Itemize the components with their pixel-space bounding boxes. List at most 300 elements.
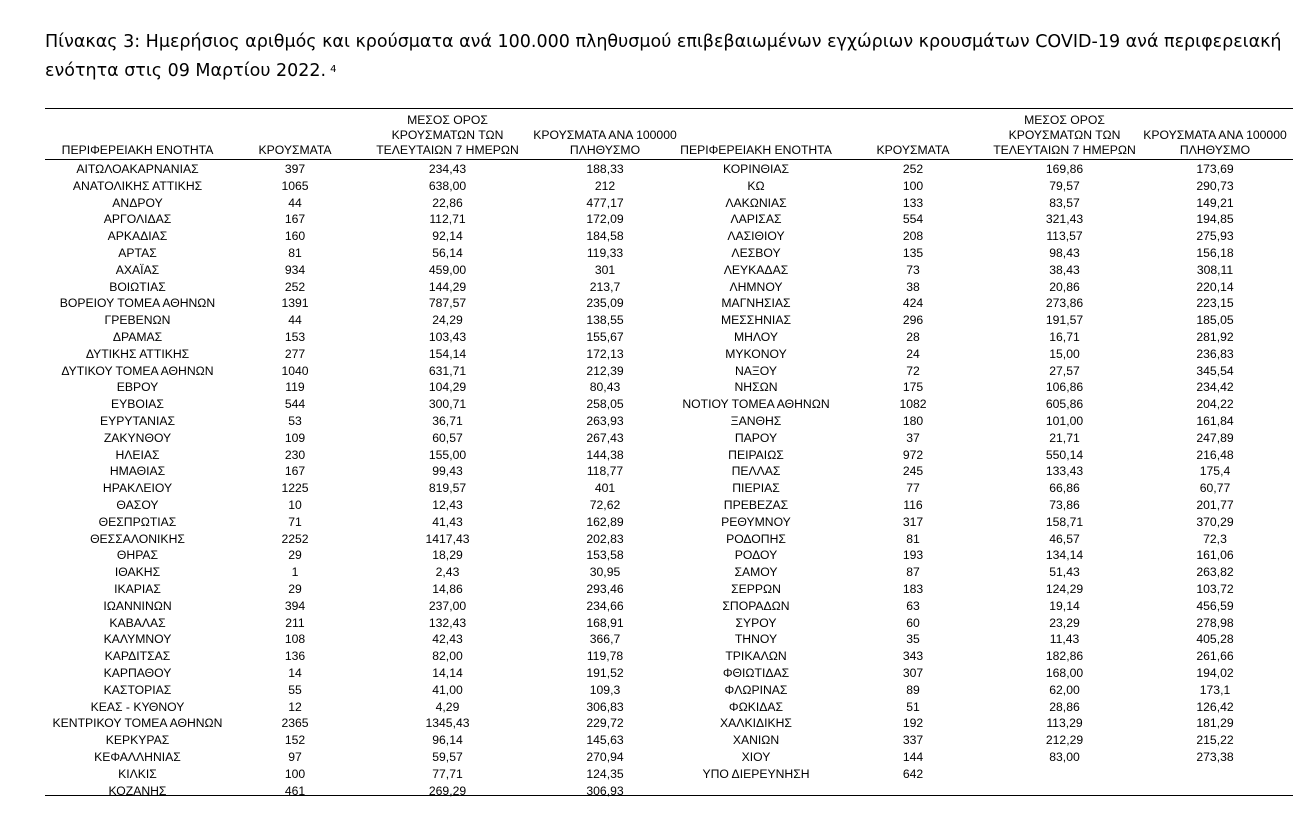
cell-cases: 296 <box>902 313 924 328</box>
cell-per100k: 401 <box>594 481 616 496</box>
cell-avg7: 104,29 <box>428 380 467 395</box>
cell-avg7: 132,43 <box>428 615 467 630</box>
cell-per100k: 213,7 <box>589 279 621 294</box>
cell-avg7: 56,14 <box>432 246 463 260</box>
cell-avg7: 459,00 <box>428 262 467 277</box>
cell-per100k: 236,83 <box>1196 346 1234 361</box>
cell-cases: 167 <box>284 464 306 479</box>
cell-region: ΧΑΝΙΩΝ <box>732 733 780 748</box>
cell-cases: 1225 <box>281 481 309 496</box>
cell-region: ΧΑΛΚΙΔΙΚΗΣ <box>720 716 792 731</box>
cell-per100k: 204,22 <box>1196 397 1234 412</box>
cell-avg7: 155,00 <box>428 447 467 462</box>
cell-per100k: 405,28 <box>1196 632 1234 647</box>
cell-avg7: 23,29 <box>1049 615 1080 630</box>
table-row-right <box>45 245 1293 262</box>
cell-region: ΡΟΔΟΥ <box>734 548 778 563</box>
cell-region: ΕΥΡΥΤΑΝΙΑΣ <box>99 414 176 428</box>
cell-avg7: 59,57 <box>432 750 463 764</box>
table-row-right <box>45 699 1293 716</box>
cell-avg7: 77,71 <box>432 766 463 781</box>
cell-cases: 317 <box>902 514 924 529</box>
cell-per100k: 119,33 <box>586 246 624 260</box>
cell-per100k: 161,06 <box>1196 548 1234 563</box>
cell-cases: 28 <box>906 330 920 344</box>
cell-avg7: 154,14 <box>428 346 467 361</box>
cell-avg7: 28,86 <box>1049 699 1080 714</box>
cell-avg7: 234,43 <box>428 162 467 176</box>
cell-per100k: 145,63 <box>586 733 624 748</box>
cell-per100k: 267,43 <box>586 430 624 445</box>
cell-region: ΚΕΝΤΡΙΚΟΥ ΤΟΜΕΑ ΑΘΗΝΩΝ <box>52 716 223 731</box>
cell-cases: 192 <box>902 716 924 731</box>
table-caption <box>45 28 1295 86</box>
table-row-right <box>45 497 1293 514</box>
cell-cases: 167 <box>284 212 306 227</box>
cell-region: ΣΕΡΡΩΝ <box>731 582 781 596</box>
cell-per100k: 184,58 <box>586 229 624 244</box>
cell-per100k: 185,05 <box>1196 313 1234 328</box>
cell-avg7: 144,29 <box>428 279 467 294</box>
cell-avg7: 42,43 <box>432 632 463 647</box>
cell-per100k: 301 <box>594 262 616 277</box>
table-row-right <box>45 363 1293 380</box>
cell-region: ΓΡΕΒΕΝΩΝ <box>104 313 171 328</box>
cell-cases: 51 <box>906 699 920 714</box>
cell-per100k: 119,78 <box>586 649 624 664</box>
cell-region: ΣΑΜΟΥ <box>734 565 778 580</box>
cell-per100k: 191,52 <box>586 666 624 680</box>
cell-region: ΚΙΛΚΙΣ <box>118 766 157 781</box>
header-avg7-right: ΜΕΣΟΣ ΟΡΟΣ ΚΡΟΥΣΜΑΤΩΝ ΤΩΝ ΤΕΛΕΥΤΑΙΩΝ 7 ΗΜΕΡΩΝ <box>993 113 1136 157</box>
cell-per100k: 263,82 <box>1196 565 1234 580</box>
cell-per100k: 220,14 <box>1196 279 1234 294</box>
cell-cases: 175 <box>902 380 924 395</box>
cell-avg7: 169,86 <box>1045 162 1084 176</box>
cell-region: ΑΝΑΤΟΛΙΚΗΣ ΑΤΤΙΚΗΣ <box>72 178 203 193</box>
cell-region: ΙΚΑΡΙΑΣ <box>114 582 161 596</box>
cell-per100k: 72,3 <box>1203 531 1227 546</box>
cell-per100k: 156,18 <box>1196 246 1234 260</box>
cell-cases: 10 <box>288 498 302 512</box>
cell-cases: 544 <box>284 397 306 412</box>
cell-avg7: 83,57 <box>1049 195 1080 210</box>
cell-region: ΙΘΑΚΗΣ <box>114 565 161 580</box>
cell-region: ΦΩΚΙΔΑΣ <box>728 699 784 714</box>
cell-per100k: 234,66 <box>586 598 624 613</box>
cell-per100k: 366,7 <box>589 632 621 647</box>
cell-per100k: 172,09 <box>586 212 624 227</box>
cell-per100k: 72,62 <box>589 498 621 512</box>
cell-cases: 972 <box>902 447 924 462</box>
cell-region: ΚΕΦΑΛΛΗΝΙΑΣ <box>94 750 181 764</box>
cell-cases: 100 <box>284 766 306 781</box>
caption-line-1: Πίνακας 3: Ημερήσιος αριθμός και κρούσματα ανά 100.000 πληθυσμού επιβεβαιωμένων εγχώριων κρουσμάτων COVID-19 ανά περιφερειακή <box>45 32 1282 52</box>
cell-avg7: 631,71 <box>428 363 467 378</box>
cell-region: ΥΠΟ ΔΙΕΡΕΥΝΗΣΗ <box>702 766 810 781</box>
cell-cases: 44 <box>288 313 302 328</box>
cell-region: ΛΑΡΙΣΑΣ <box>730 212 782 227</box>
table-row-right <box>45 631 1293 648</box>
cell-region: ΠΕΙΡΑΙΩΣ <box>728 447 784 462</box>
cell-per100k: 168,91 <box>586 615 624 630</box>
cell-per100k: 188,33 <box>586 162 624 176</box>
cell-cases: 1 <box>291 565 299 580</box>
cell-cases: 108 <box>284 632 306 647</box>
cell-region: ΛΑΚΩΝΙΑΣ <box>725 195 787 210</box>
cell-avg7: 41,43 <box>432 514 463 529</box>
cell-avg7: 106,86 <box>1045 380 1084 395</box>
cell-avg7: 112,71 <box>429 212 466 227</box>
cell-region: ΜΗΛΟΥ <box>733 330 779 344</box>
cell-avg7: 212,29 <box>1045 733 1084 748</box>
cell-avg7: 2,43 <box>435 565 460 580</box>
cell-region: ΑΙΤΩΛΟΑΚΑΡΝΑΝΙΑΣ <box>76 162 199 176</box>
cell-region: ΕΒΡΟΥ <box>116 380 159 395</box>
cell-region: ΚΑΡΠΑΘΟΥ <box>103 666 172 680</box>
cell-avg7: 273,86 <box>1045 296 1084 311</box>
cell-region: ΦΘΙΩΤΙΔΑΣ <box>722 666 790 680</box>
cell-cases: 87 <box>906 565 920 580</box>
cell-region: ΚΩ <box>747 178 765 193</box>
table-row-right <box>45 547 1293 564</box>
table-row-right <box>45 228 1293 245</box>
cell-cases: 116 <box>903 498 923 512</box>
table-row-right <box>45 463 1293 480</box>
cell-region: ΧΙΟΥ <box>741 750 771 764</box>
cell-region: ΚΑΡΔΙΤΣΑΣ <box>104 649 171 664</box>
cell-per100k: 103,72 <box>1196 582 1234 596</box>
cell-avg7: 12,43 <box>432 498 463 512</box>
table-row-right <box>45 480 1293 497</box>
cell-cases: 81 <box>288 246 302 260</box>
table-row-right <box>45 648 1293 665</box>
cell-cases: 100 <box>902 178 924 193</box>
table-row-right <box>45 329 1293 346</box>
cell-region: ΛΑΣΙΘΙΟΥ <box>727 229 785 244</box>
cell-cases: 29 <box>288 582 302 596</box>
cell-cases: 73 <box>906 262 920 277</box>
cell-per100k: 118,77 <box>586 464 624 479</box>
cell-cases: 252 <box>284 279 306 294</box>
cell-avg7: 1345,43 <box>425 716 470 731</box>
cell-avg7: 300,71 <box>428 397 467 412</box>
cell-avg7: 113,29 <box>1046 716 1083 731</box>
cell-cases: 63 <box>906 598 920 613</box>
cell-avg7: 16,71 <box>1049 330 1080 344</box>
cell-per100k: 306,83 <box>586 699 624 714</box>
cell-avg7: 113,57 <box>1046 229 1083 244</box>
cell-region: ΞΑΝΘΗΣ <box>730 414 782 428</box>
cell-avg7: 168,00 <box>1045 666 1084 680</box>
cell-cases: 38 <box>906 279 920 294</box>
table-row-right <box>45 279 1293 296</box>
table-row-right <box>45 749 1293 766</box>
cell-per100k: 172,13 <box>586 346 624 361</box>
table-row-right <box>45 195 1293 212</box>
cell-region: ΘΕΣΣΑΛΟΝΙΚΗΣ <box>90 531 185 546</box>
cell-avg7: 19,14 <box>1049 598 1080 613</box>
cell-cases: 208 <box>902 229 924 244</box>
table-row-right <box>45 665 1293 682</box>
cell-cases: 277 <box>284 346 306 361</box>
cell-region: ΔΡΑΜΑΣ <box>112 330 163 344</box>
cell-per100k: 153,58 <box>586 548 624 563</box>
cell-region: ΑΝΔΡΟΥ <box>112 195 163 210</box>
cell-cases: 60 <box>906 615 920 630</box>
header-per100k-right: ΚΡΟΥΣΜΑΤΑ ΑΝΑ 100000 ΠΛΗΘΥΣΜΟ <box>1143 128 1287 157</box>
table-row-right <box>45 581 1293 598</box>
table-row-right <box>45 262 1293 279</box>
cell-per100k: 30,95 <box>589 565 621 580</box>
cell-cases: 35 <box>906 632 920 647</box>
cell-region: ΠΙΕΡΙΑΣ <box>732 481 780 496</box>
cell-per100k: 306,93 <box>586 783 624 798</box>
cell-cases: 29 <box>288 548 302 563</box>
cell-per100k: 173,1 <box>1199 682 1231 697</box>
cell-avg7: 321,43 <box>1045 212 1084 227</box>
table-row-right <box>45 531 1293 548</box>
table-row-right <box>45 598 1293 615</box>
cell-region: ΝΑΞΟΥ <box>734 363 778 378</box>
cell-per100k: 194,02 <box>1196 666 1234 680</box>
cell-per100k: 109,3 <box>589 682 621 697</box>
cell-region: ΡΕΘΥΜΝΟΥ <box>721 514 791 529</box>
table-row-right <box>45 514 1293 531</box>
table-row-right <box>45 346 1293 363</box>
cell-avg7: 605,86 <box>1045 397 1084 412</box>
cell-avg7: 101,00 <box>1045 414 1084 428</box>
cell-region: ΖΑΚΥΝΘΟΥ <box>103 430 172 445</box>
table-row-right <box>45 312 1293 329</box>
table-row-right <box>45 379 1293 396</box>
cell-region: ΚΟΡΙΝΘΙΑΣ <box>722 162 790 176</box>
table-row-right <box>45 682 1293 699</box>
cell-per100k: 212,39 <box>586 363 624 378</box>
cell-avg7: 124,29 <box>1045 582 1084 596</box>
cell-avg7: 134,14 <box>1045 548 1084 563</box>
cell-per100k: 278,98 <box>1196 615 1234 630</box>
cell-cases: 337 <box>902 733 924 748</box>
cell-avg7: 60,57 <box>432 430 463 445</box>
cell-avg7: 46,57 <box>1049 531 1080 546</box>
cell-cases: 193 <box>902 548 924 563</box>
header-region-right: ΠΕΡΙΦΕΡΕΙΑΚΗ ΕΝΟΤΗΤΑ <box>680 143 832 157</box>
cell-cases: 71 <box>288 514 302 529</box>
cell-per100k: 234,42 <box>1196 380 1234 395</box>
cell-cases: 394 <box>284 598 306 613</box>
cell-cases: 89 <box>906 682 920 697</box>
cell-cases: 180 <box>902 414 924 428</box>
cell-per100k: 370,29 <box>1196 514 1234 529</box>
cell-avg7: 98,43 <box>1049 246 1080 260</box>
cell-cases: 424 <box>902 296 924 311</box>
cell-avg7: 14,86 <box>432 582 463 596</box>
cell-avg7: 20,86 <box>1049 279 1080 294</box>
cell-per100k: 263,93 <box>586 414 624 428</box>
table-row-right <box>45 178 1293 195</box>
cell-cases: 2252 <box>281 531 309 546</box>
cell-cases: 183 <box>902 582 924 596</box>
cell-region: ΜΑΓΝΗΣΙΑΣ <box>721 296 791 311</box>
cell-region: ΠΑΡΟΥ <box>734 430 778 445</box>
cell-per100k: 247,89 <box>1196 430 1234 445</box>
cell-avg7: 66,86 <box>1049 481 1080 496</box>
cell-region: ΜΕΣΣΗΝΙΑΣ <box>720 313 791 328</box>
cell-avg7: 638,00 <box>428 178 467 193</box>
cell-region: ΕΥΒΟΙΑΣ <box>111 397 164 412</box>
cell-region: ΤΡΙΚΑΛΩΝ <box>725 649 787 664</box>
cell-cases: 554 <box>902 212 924 227</box>
cell-avg7: 18,29 <box>432 548 463 563</box>
cell-per100k: 201,77 <box>1196 498 1234 512</box>
cell-region: ΚΑΛΥΜΝΟΥ <box>103 632 172 647</box>
cell-cases: 153 <box>284 330 306 344</box>
cell-cases: 307 <box>902 666 924 680</box>
cell-per100k: 194,85 <box>1196 212 1234 227</box>
table-header <box>45 108 1293 160</box>
cell-region: ΦΛΩΡΙΝΑΣ <box>724 682 788 697</box>
cell-cases: 160 <box>284 229 306 244</box>
cell-avg7: 36,71 <box>432 414 463 428</box>
cell-avg7: 99,43 <box>432 464 463 479</box>
cell-avg7: 550,14 <box>1045 447 1084 462</box>
cell-avg7: 237,00 <box>428 598 467 613</box>
cell-per100k: 345,54 <box>1196 363 1234 378</box>
cell-per100k: 149,21 <box>1196 195 1234 210</box>
cell-per100k: 290,73 <box>1196 178 1234 193</box>
cell-region: ΗΡΑΚΛΕΙΟΥ <box>102 481 173 496</box>
cell-per100k: 212 <box>594 178 616 193</box>
cell-per100k: 308,11 <box>1196 262 1234 277</box>
cell-avg7: 191,57 <box>1045 313 1084 328</box>
cell-region: ΑΡΚΑΔΙΑΣ <box>107 229 168 244</box>
cell-cases: 934 <box>284 262 306 277</box>
cell-cases: 44 <box>288 195 302 210</box>
cell-avg7: 14,14 <box>432 666 463 680</box>
cell-cases: 135 <box>902 246 924 260</box>
cell-region: ΣΠΟΡΑΔΩΝ <box>722 598 790 613</box>
cell-per100k: 173,69 <box>1196 162 1234 176</box>
cell-avg7: 62,00 <box>1049 682 1080 697</box>
cell-per100k: 270,94 <box>586 750 624 764</box>
cell-region: ΛΕΣΒΟΥ <box>731 246 781 260</box>
table-row-right <box>45 615 1293 632</box>
cell-region: ΚΑΒΑΛΑΣ <box>109 615 166 630</box>
cell-cases: 136 <box>284 649 306 664</box>
cell-cases: 245 <box>902 464 924 479</box>
cell-region: ΝΟΤΙΟΥ ΤΟΜΕΑ ΑΘΗΝΩΝ <box>682 397 830 412</box>
cell-avg7: 819,57 <box>428 481 467 496</box>
cell-region: ΒΟΙΩΤΙΑΣ <box>109 279 166 294</box>
cell-avg7: 22,86 <box>432 195 463 210</box>
table-row-right <box>45 396 1293 413</box>
cell-cases: 24 <box>906 346 920 361</box>
cell-avg7: 82,00 <box>432 649 463 664</box>
cell-avg7: 269,29 <box>428 783 467 798</box>
cell-per100k: 216,48 <box>1196 447 1234 462</box>
cell-cases: 252 <box>902 162 924 176</box>
cell-avg7: 133,43 <box>1045 464 1084 479</box>
cell-cases: 55 <box>288 682 302 697</box>
cell-avg7: 158,71 <box>1045 514 1084 529</box>
cell-cases: 211 <box>285 615 305 630</box>
cell-per100k: 155,67 <box>586 330 624 344</box>
cell-per100k: 477,17 <box>586 195 624 210</box>
table-row-right <box>45 161 1293 178</box>
cell-region: ΔΥΤΙΚΟΥ ΤΟΜΕΑ ΑΘΗΝΩΝ <box>61 363 214 378</box>
cell-avg7: 73,86 <box>1049 498 1080 512</box>
cell-region: ΑΧΑΪΑΣ <box>115 262 160 277</box>
cell-region: ΚΟΖΑΝΗΣ <box>108 783 167 798</box>
cell-cases: 14 <box>288 666 302 680</box>
cell-cases: 144 <box>902 750 924 764</box>
cell-cases: 1082 <box>899 397 927 412</box>
cell-per100k: 261,66 <box>1196 649 1234 664</box>
table-row-right <box>45 430 1293 447</box>
cell-cases: 642 <box>902 766 924 781</box>
cell-avg7: 11,43 <box>1049 632 1080 647</box>
cell-cases: 152 <box>284 733 306 748</box>
cell-region: ΒΟΡΕΙΟΥ ΤΟΜΕΑ ΑΘΗΝΩΝ <box>59 296 216 311</box>
cell-avg7: 103,43 <box>428 330 467 344</box>
cell-per100k: 162,89 <box>586 514 624 529</box>
cell-avg7: 787,57 <box>428 296 467 311</box>
cell-region: ΚΑΣΤΟΡΙΑΣ <box>103 682 172 697</box>
cell-per100k: 144,38 <box>586 447 624 462</box>
cell-per100k: 138,55 <box>586 313 624 328</box>
table-row-right <box>45 211 1293 228</box>
cell-avg7: 182,86 <box>1045 649 1084 664</box>
cell-cases: 343 <box>902 649 924 664</box>
cell-region: ΚΕΡΚΥΡΑΣ <box>105 733 170 748</box>
cell-region: ΑΡΤΑΣ <box>118 246 157 260</box>
cell-avg7: 51,43 <box>1049 565 1080 580</box>
cell-region: ΛΕΥΚΑΔΑΣ <box>723 262 789 277</box>
cell-region: ΛΗΜΝΟΥ <box>729 279 783 294</box>
cell-region: ΝΗΣΩΝ <box>734 380 778 395</box>
cell-cases: 1065 <box>281 178 309 193</box>
table-row-right <box>45 732 1293 749</box>
table-row-right <box>45 295 1293 312</box>
cell-region: ΤΗΝΟΥ <box>734 632 778 647</box>
cell-avg7: 1417,43 <box>425 531 470 546</box>
header-cases-left: ΚΡΟΥΣΜΑΤΑ <box>258 143 332 157</box>
table-row-right <box>45 564 1293 581</box>
table-row-left <box>45 783 1293 800</box>
cell-cases: 230 <box>284 447 306 462</box>
footnote-marker: 4 <box>330 64 337 75</box>
cell-cases: 109 <box>284 430 306 445</box>
cell-cases: 72 <box>906 363 920 378</box>
caption-line-2: ενότητα στις 09 Μαρτίου 2022. <box>45 61 327 81</box>
header-per100k-left: ΚΡΟΥΣΜΑΤΑ ΑΝΑ 100000 ΠΛΗΘΥΣΜΟ <box>533 128 677 157</box>
cell-cases: 37 <box>906 430 920 445</box>
cell-cases: 2365 <box>281 716 309 731</box>
cell-per100k: 229,72 <box>586 716 624 731</box>
cell-cases: 461 <box>284 783 306 798</box>
cell-per100k: 235,09 <box>586 296 624 311</box>
header-cases-right: ΚΡΟΥΣΜΑΤΑ <box>876 143 950 157</box>
cell-per100k: 258,05 <box>586 397 624 412</box>
cell-avg7: 27,57 <box>1049 363 1080 378</box>
cell-region: ΘΕΣΠΡΩΤΙΑΣ <box>98 514 177 529</box>
table-row-right <box>45 715 1293 732</box>
cell-avg7: 4,29 <box>435 699 460 714</box>
cell-region: ΔΥΤΙΚΗΣ ΑΤΤΙΚΗΣ <box>85 346 190 361</box>
cell-region: ΜΥΚΟΝΟΥ <box>725 346 787 361</box>
cell-per100k: 273,38 <box>1196 750 1234 764</box>
